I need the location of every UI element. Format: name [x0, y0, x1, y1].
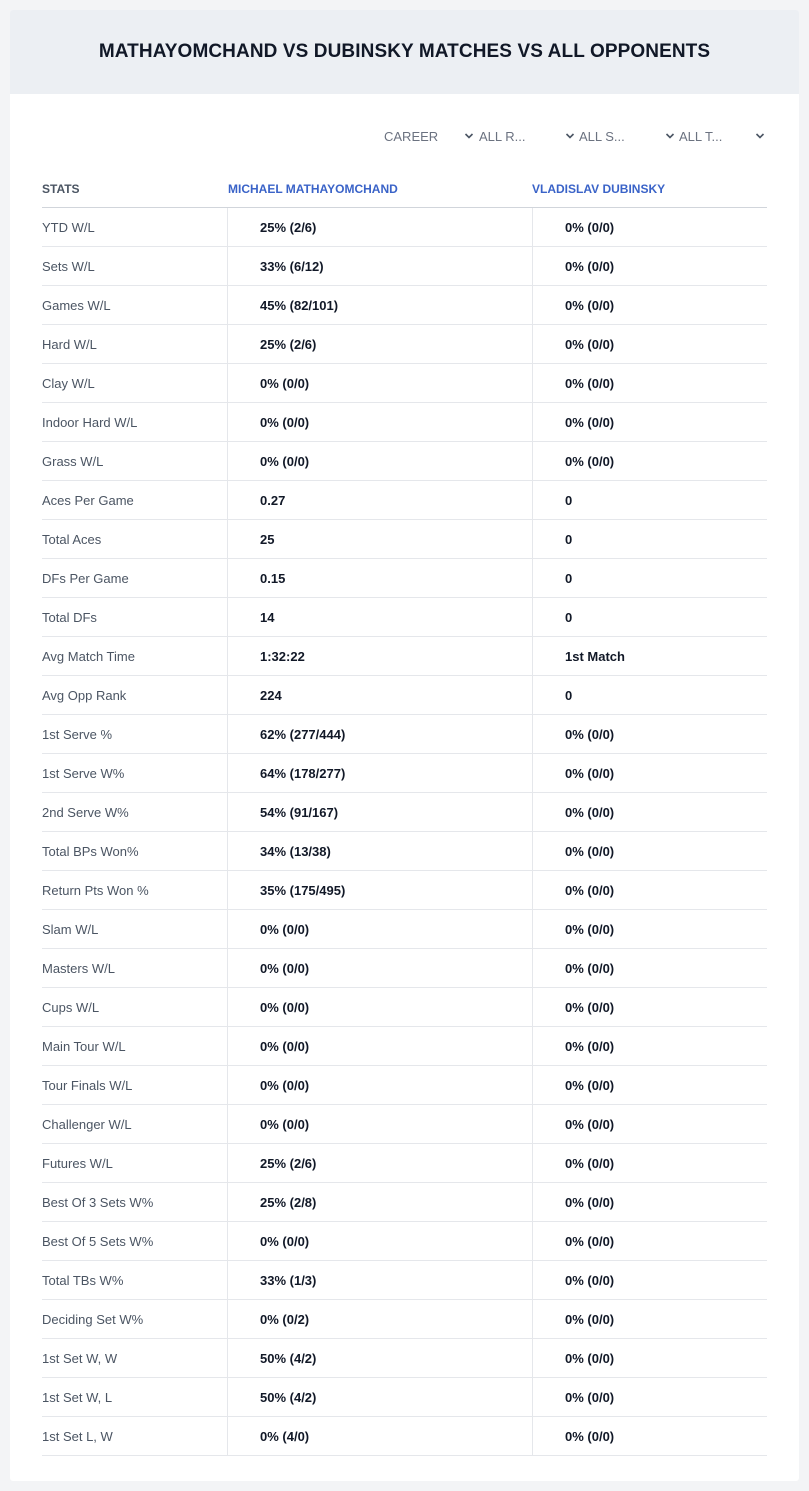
player2-value: 0 — [532, 520, 767, 558]
player2-value: 0% (0/0) — [532, 442, 767, 480]
player2-value: 0% (0/0) — [532, 364, 767, 402]
player2-value: 0% (0/0) — [532, 871, 767, 909]
table-row — [42, 1105, 767, 1144]
player1-value: 25% (2/6) — [227, 325, 532, 363]
player1-value: 25% (2/6) — [227, 1144, 532, 1182]
table-row — [42, 1339, 767, 1378]
player2-value: 0% (0/0) — [532, 1339, 767, 1377]
stats-table — [42, 170, 767, 1456]
stat-label: DFs Per Game — [42, 570, 129, 586]
player1-value: 224 — [227, 676, 532, 714]
table-row — [42, 715, 767, 754]
chevron-down-icon — [464, 131, 474, 141]
player1-value: 0% (0/0) — [227, 1105, 532, 1143]
player1-value: 0% (0/0) — [227, 1222, 532, 1260]
table-row — [42, 1027, 767, 1066]
player2-value: 0% (0/0) — [532, 1261, 767, 1299]
table-row — [42, 871, 767, 910]
stat-label: Cups W/L — [42, 999, 100, 1015]
player1-value: 35% (175/495) — [227, 871, 532, 909]
player1-value: 0% (0/0) — [227, 364, 532, 402]
stat-label: Avg Opp Rank — [42, 687, 127, 703]
stat-label: Main Tour W/L — [42, 1038, 126, 1054]
player2-value: 0% (0/0) — [532, 1105, 767, 1143]
table-body — [42, 208, 767, 1456]
player1-value: 0% (0/0) — [227, 1066, 532, 1104]
filter-period-label: CAREER — [384, 128, 439, 144]
stat-label: Indoor Hard W/L — [42, 414, 138, 430]
table-row — [42, 1261, 767, 1300]
chevron-down-icon — [755, 131, 765, 141]
filter-tournament-label: ALL T... — [679, 128, 723, 144]
player1-value: 25% (2/8) — [227, 1183, 532, 1221]
table-row — [42, 1222, 767, 1261]
player1-value: 34% (13/38) — [227, 832, 532, 870]
chevron-down-icon — [665, 131, 675, 141]
player1-value: 33% (1/3) — [227, 1261, 532, 1299]
filter-surface-label: ALL S... — [579, 128, 625, 144]
player1-value: 64% (178/277) — [227, 754, 532, 792]
player2-value: 0% (0/0) — [532, 910, 767, 948]
player1-value: 0% (0/2) — [227, 1300, 532, 1338]
stat-label: Return Pts Won % — [42, 882, 149, 898]
stat-label: Games W/L — [42, 297, 111, 313]
player1-value: 25% (2/6) — [227, 208, 532, 246]
player1-value: 45% (82/101) — [227, 286, 532, 324]
player2-value: 0% (0/0) — [532, 1417, 767, 1455]
table-row — [42, 1144, 767, 1183]
table-row — [42, 1378, 767, 1417]
table-row — [42, 637, 767, 676]
stat-label: Best Of 5 Sets W% — [42, 1233, 154, 1249]
stat-label: Total Aces — [42, 531, 102, 547]
player2-value: 0% (0/0) — [532, 1066, 767, 1104]
player2-value: 0% (0/0) — [532, 754, 767, 792]
stat-label: Total BPs Won% — [42, 843, 139, 859]
player1-value: 0.15 — [227, 559, 532, 597]
table-row — [42, 598, 767, 637]
table-row — [42, 364, 767, 403]
stat-label: Avg Match Time — [42, 648, 135, 664]
stat-label: Hard W/L — [42, 336, 97, 352]
player2-value: 0% (0/0) — [532, 1222, 767, 1260]
player1-value: 50% (4/2) — [227, 1339, 532, 1377]
player2-value: 0% (0/0) — [532, 988, 767, 1026]
filter-tournament-select[interactable] — [679, 126, 765, 146]
table-row — [42, 559, 767, 598]
player2-value: 0% (0/0) — [532, 715, 767, 753]
stat-label: Grass W/L — [42, 453, 104, 469]
player1-value: 25 — [227, 520, 532, 558]
table-row — [42, 910, 767, 949]
stat-label: 1st Set W, W — [42, 1350, 118, 1366]
header-player1-link[interactable]: MICHAEL MATHAYOMCHAND — [228, 182, 398, 196]
player2-value: 0% (0/0) — [532, 1144, 767, 1182]
table-row — [42, 481, 767, 520]
player1-value: 0% (0/0) — [227, 1027, 532, 1065]
stat-label: Total TBs W% — [42, 1272, 124, 1288]
player1-value: 0% (4/0) — [227, 1417, 532, 1455]
player1-value: 0% (0/0) — [227, 949, 532, 987]
stat-label: 1st Set W, L — [42, 1389, 113, 1405]
player1-value: 62% (277/444) — [227, 715, 532, 753]
filter-round-select[interactable] — [479, 126, 575, 146]
player2-value: 0% (0/0) — [532, 208, 767, 246]
stat-label: Futures W/L — [42, 1155, 113, 1171]
page-title: MATHAYOMCHAND VS DUBINSKY MATCHES VS ALL OPPONENTS — [98, 41, 711, 62]
header-stats: STATS — [42, 182, 80, 196]
player1-value: 1:32:22 — [227, 637, 532, 675]
stat-label: Sets W/L — [42, 258, 95, 274]
table-row — [42, 520, 767, 559]
stat-label: Slam W/L — [42, 921, 99, 937]
stat-label: Deciding Set W% — [42, 1311, 144, 1327]
card-header — [10, 10, 799, 94]
player2-value: 0% (0/0) — [532, 949, 767, 987]
table-row — [42, 325, 767, 364]
stat-label: 1st Set L, W — [42, 1428, 113, 1444]
player2-value: 0 — [532, 598, 767, 636]
table-row — [42, 247, 767, 286]
filter-surface-select[interactable] — [579, 126, 675, 146]
table-row — [42, 1066, 767, 1105]
player1-value: 0% (0/0) — [227, 910, 532, 948]
chevron-down-icon — [565, 131, 575, 141]
table-row — [42, 208, 767, 247]
player1-value: 50% (4/2) — [227, 1378, 532, 1416]
player1-value: 0% (0/0) — [227, 442, 532, 480]
player2-value: 0% (0/0) — [532, 286, 767, 324]
player1-value: 33% (6/12) — [227, 247, 532, 285]
table-row — [42, 754, 767, 793]
stat-label: Masters W/L — [42, 960, 115, 976]
header-player2-link[interactable]: VLADISLAV DUBINSKY — [532, 182, 666, 196]
table-row — [42, 442, 767, 481]
stat-label: Challenger W/L — [42, 1116, 132, 1132]
player2-value: 0 — [532, 559, 767, 597]
player2-value: 0% (0/0) — [532, 832, 767, 870]
stat-label: Clay W/L — [42, 375, 95, 391]
player1-value: 54% (91/167) — [227, 793, 532, 831]
player2-value: 0 — [532, 481, 767, 519]
table-row — [42, 286, 767, 325]
filter-bar — [384, 126, 767, 146]
player2-value: 1st Match — [532, 637, 767, 675]
player2-value: 0% (0/0) — [532, 1300, 767, 1338]
player2-value: 0% (0/0) — [532, 247, 767, 285]
stat-label: Aces Per Game — [42, 492, 134, 508]
stat-label: 1st Serve W% — [42, 765, 125, 781]
table-row — [42, 1417, 767, 1456]
player2-value: 0 — [532, 676, 767, 714]
table-row — [42, 793, 767, 832]
table-row — [42, 1183, 767, 1222]
table-row — [42, 1300, 767, 1339]
table-header — [42, 170, 767, 208]
player2-value: 0% (0/0) — [532, 1183, 767, 1221]
player2-value: 0% (0/0) — [532, 793, 767, 831]
player1-value: 0% (0/0) — [227, 403, 532, 441]
table-row — [42, 676, 767, 715]
player1-value: 0.27 — [227, 481, 532, 519]
player2-value: 0% (0/0) — [532, 1378, 767, 1416]
stat-label: 2nd Serve W% — [42, 804, 129, 820]
table-row — [42, 949, 767, 988]
stat-label: Total DFs — [42, 609, 97, 625]
table-row — [42, 403, 767, 442]
stat-label: Best Of 3 Sets W% — [42, 1194, 154, 1210]
player2-value: 0% (0/0) — [532, 1027, 767, 1065]
filter-period-select[interactable] — [384, 126, 474, 146]
table-row — [42, 988, 767, 1027]
player1-value: 14 — [227, 598, 532, 636]
stat-label: YTD W/L — [42, 219, 95, 235]
stat-label: Tour Finals W/L — [42, 1077, 133, 1093]
stat-label: 1st Serve % — [42, 726, 113, 742]
table-row — [42, 832, 767, 871]
stats-card — [10, 10, 799, 1481]
player2-value: 0% (0/0) — [532, 325, 767, 363]
filter-round-label: ALL R... — [479, 128, 526, 144]
player2-value: 0% (0/0) — [532, 403, 767, 441]
player1-value: 0% (0/0) — [227, 988, 532, 1026]
